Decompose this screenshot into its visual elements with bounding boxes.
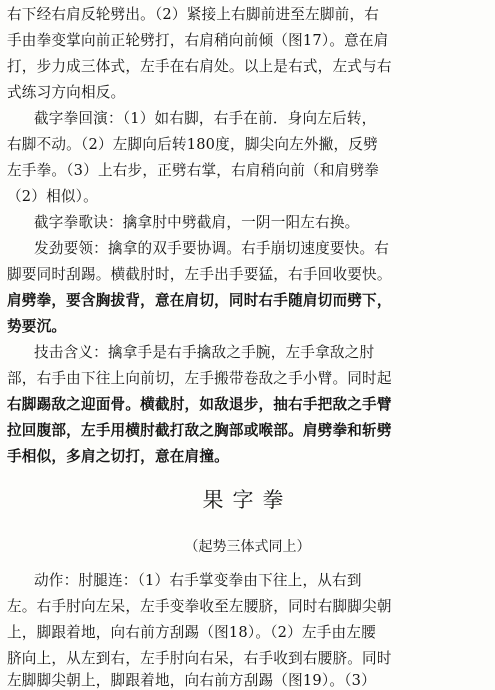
text-line: 右脚踢敌之迎面骨。横截肘，如敌退步，抽右手把敌之手臂 [7,396,392,413]
text-line: 左。右手肘向左呆，左手变拳收至左腰脐，同时右脚脚尖朝 [7,598,392,615]
text-line: 发劲要领：擒拿的双手要协调。右手崩切速度要快。右 [34,240,390,257]
text-line: 脐向上，从左到右，左手肘向右呆，右手收到右腰脐。同时 [7,650,392,667]
text-line: 手相似，多肩之切打，意在肩撞。 [7,448,229,465]
section-subtitle: （起势三体式同上） [184,539,311,555]
text-line: 脚要同时刮踢。横截肘时，左手出手要猛，右手回收要快。 [7,266,392,283]
text-line: 拉回腹部，左手用横肘截打敌之胸部或喉部。肩劈拳和斩劈 [7,422,392,439]
text-line: 式练习方向相反。 [7,84,126,101]
text-line: 技击含义：擒拿手是右手擒敌之手腕，左手拿敌之肘 [34,344,375,361]
text-line: 左脚脚尖朝上，脚跟着地，向右前方刮踢（图19）。（3） [7,672,376,689]
text-line: 动作：肘腿连：（1）右手掌变拳由下往上，从右到 [34,572,362,589]
text-line: 截字拳歌诀：擒拿肘中劈截肩，一阴一阳左右换。 [34,214,360,231]
text-line: 手由拳变掌向前正轮劈打，右肩稍向前倾（图17）。意在肩 [7,32,389,49]
text-line: 右下经右肩反轮劈出。（2）紧接上右脚前进至左脚前，右 [7,6,380,23]
text-line: 截字拳回演：（1）如右脚，右手在前．身向左后转， [34,110,377,127]
text-line: 肩劈拳，要含胸拔背，意在肩切，同时右手随肩切而劈下， [7,292,392,309]
text-line: 上，脚跟着地，向右前方刮踢（图18）。（2）左手由左腰 [7,624,376,641]
text-line: （2）相似）。 [7,188,98,205]
text-line: 部，右手由下往上向前切，左手搬带卷敌之手小臂。同时起 [7,370,392,387]
text-line: 打，步力成三体式，左手在右肩处。以上是右式，左式与右 [7,58,392,75]
text-line: 势要沉。 [7,318,67,335]
text-line: 左手拳。（3）上右步，正劈右掌，右肩稍向前（和肩劈拳 [7,162,380,179]
section-title: 果字拳 [202,488,293,512]
text-line: 右脚不动。（2）左脚向后转180度，脚尖向左外撇，反劈 [7,136,378,153]
